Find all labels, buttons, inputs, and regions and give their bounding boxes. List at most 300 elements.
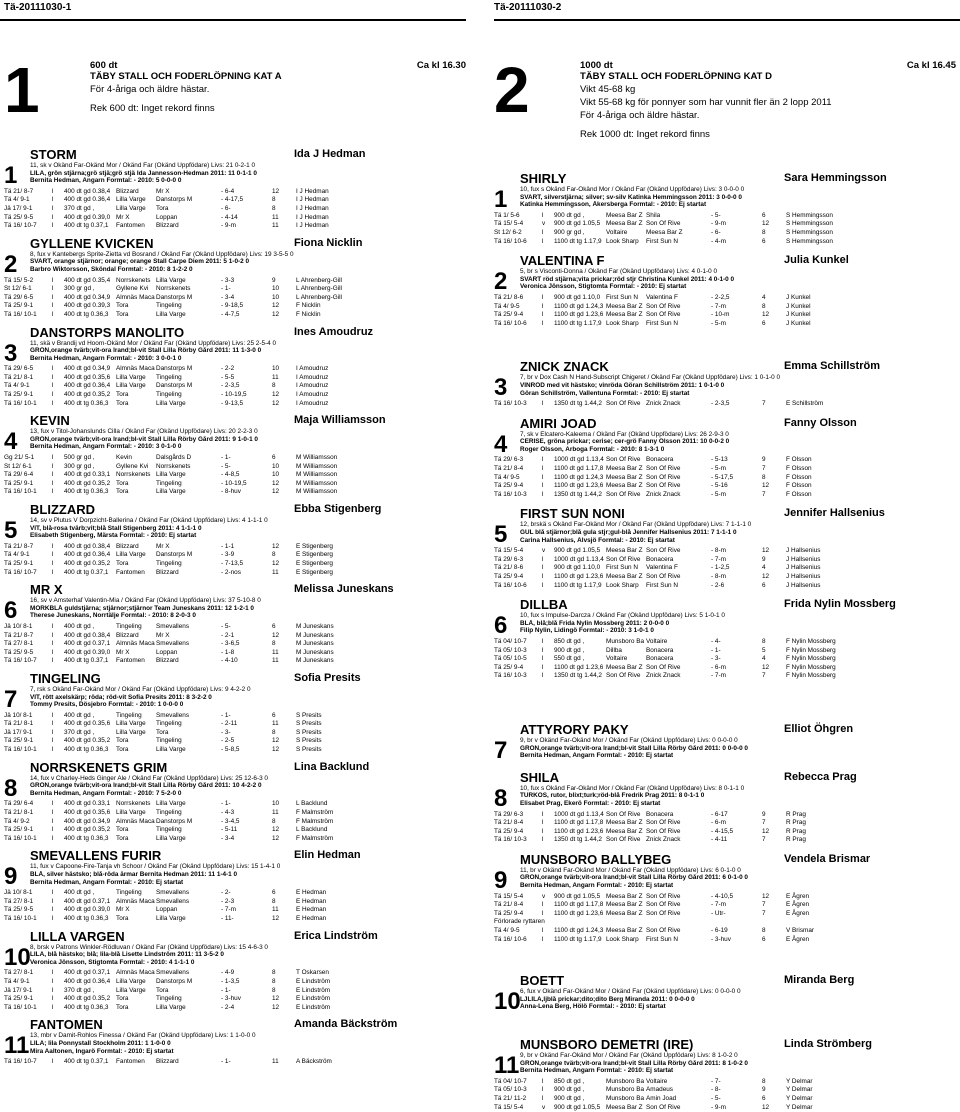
start-cell: Tä 25/ 9-1 xyxy=(4,995,34,1003)
start-cell: Tä 16/ 10-1 xyxy=(4,1003,37,1011)
horse-info-line: GRÖN,orange tvärb;vit-ora lrand;bl-vit Stall Lilla Rörby Gård 2011: 8 1-0-2 0 xyxy=(520,1059,748,1067)
start-cell: l xyxy=(52,640,54,648)
start-cell: 400 dt gd 0.36,4 xyxy=(64,977,111,985)
start-cell: Tä 05/ 10-3 xyxy=(494,1086,527,1094)
start-cell: 550 dt gd , xyxy=(554,655,585,663)
horse-info-line: Therese Juneskans, Norrtälje Formtal: - 2010: 8 2-0-3 0 xyxy=(30,612,196,620)
horse-entry xyxy=(4,237,466,320)
start-cell: l xyxy=(52,711,54,719)
horse-entry xyxy=(4,503,466,577)
driver-name: Vendela Brismar xyxy=(784,852,871,865)
start-cell: - 2-2 xyxy=(221,365,235,373)
start-cell: 9 xyxy=(762,810,766,818)
start-cell: l xyxy=(52,817,54,825)
start-cell: l xyxy=(52,914,54,922)
horse-info-line: 7, br v Dox Cash N Hand-Subscript Chigeret / Okänd Far (Okänd Uppfödare) Livs: 1 0-1-0 0 xyxy=(520,374,781,382)
start-cell: 1100 dt gd 1.17,8 xyxy=(554,901,604,909)
start-cell: l xyxy=(52,454,54,462)
start-cell: 11 xyxy=(272,809,279,817)
start-cell: 12 xyxy=(272,559,280,567)
start-cell: 400 dt tg 0.36,3 xyxy=(64,399,109,407)
start-cell: Tä 4/ 9-1 xyxy=(4,382,30,390)
start-cell: 12 xyxy=(272,995,280,1003)
race-time: Ca kl 16.30 xyxy=(416,60,466,71)
start-cell: Smevallens xyxy=(156,711,190,719)
start-cell: 8 xyxy=(272,196,276,204)
start-cell: Tä 25/ 9-1 xyxy=(4,391,34,399)
start-cell: Tä 25/ 9-5 xyxy=(4,213,34,221)
start-cell: l xyxy=(542,1077,544,1085)
start-cell: 9 xyxy=(762,456,766,464)
start-cell: M Juneskans xyxy=(296,622,334,630)
horse-number: 7 xyxy=(4,685,18,713)
start-cell: Tä 21/ 8-4 xyxy=(494,819,524,827)
horse-info-line: VINRÖD med vit hästsko; vinröda Göran Schillström 2011: 1 0-1-0 0 xyxy=(520,381,725,389)
start-cell: 900 dt gd 1.05,5 xyxy=(554,892,601,900)
start-cell: Blizzard xyxy=(116,187,139,195)
start-cell: 1100 dt gd 1.23,6 xyxy=(554,909,604,917)
start-cell: Danstorps M xyxy=(156,365,193,373)
start-cell: - 2-11 xyxy=(221,720,238,728)
race-header xyxy=(494,56,956,172)
start-cell: 12 xyxy=(272,826,280,834)
race-name: TÄBY STALL OCH FODERLÖPNING KAT D xyxy=(580,71,772,82)
start-cell: 400 dt gd 0.39,0 xyxy=(64,213,111,221)
start-cell: 4 xyxy=(762,564,766,572)
start-row xyxy=(4,302,466,311)
start-row xyxy=(494,320,956,329)
start-cell: Smevallens xyxy=(156,897,190,905)
start-row xyxy=(4,632,466,641)
start-cell: Tora xyxy=(156,728,169,736)
start-cell: l xyxy=(52,969,54,977)
start-cell: 12 xyxy=(272,391,280,399)
start-cell: Son Of Rive xyxy=(606,810,641,818)
start-row xyxy=(4,222,466,231)
start-cell: Lilla Varge xyxy=(116,977,146,985)
start-cell: Meesa Bar Z xyxy=(606,663,643,671)
start-row xyxy=(4,400,466,409)
horse-info-line: Tommy Presits, Dösjebro Formtal: - 2010: 1 0-0-0 0 xyxy=(30,701,184,709)
start-row xyxy=(4,712,466,721)
start-cell: 12 xyxy=(762,311,770,319)
start-cell: Blizzard xyxy=(156,222,179,230)
start-cell: l xyxy=(542,490,544,498)
start-cell: - 1- xyxy=(221,285,231,293)
start-cell: E Stigenberg xyxy=(296,551,333,559)
horse-entry xyxy=(4,672,466,755)
start-cell: 8 xyxy=(272,382,276,390)
race-condition: Vikt 55-68 kg för ponnyer som har vunnit fler än 2 lopp 2011 xyxy=(580,97,832,108)
start-cell: - 1-2,5 xyxy=(711,564,730,572)
start-cell: Tora xyxy=(116,737,129,745)
start-cell: l xyxy=(52,187,54,195)
start-cell: I J Hedman xyxy=(296,187,329,195)
horse-info-line: 8, fux v Kantebergs Sprite-Zietta vd Bosrand / Okänd Far (Okänd Uppfödare) Livs: 19 3-5-5 0 xyxy=(30,250,294,258)
start-row xyxy=(4,382,466,391)
horse-info-line: SVART, silverstjärna; silver; sv-silv Katinka Hemmingsson 2011: 3 0-0-0 0 xyxy=(520,193,742,201)
start-cell: F Olsson xyxy=(786,465,812,473)
start-cell: Tä 21/ 8-7 xyxy=(4,542,34,550)
start-cell: Y Delmar xyxy=(786,1077,813,1085)
start-cell: Tä 25/ 9-1 xyxy=(4,559,34,567)
start-cell: Tingeling xyxy=(156,391,182,399)
start-cell: Jä 17/ 9-1 xyxy=(4,204,33,212)
start-cell: 900 dt gd 1.10,0 xyxy=(554,293,601,301)
start-cell: 7 xyxy=(762,836,766,844)
horse-info-line: 9, br v Okänd Far-Okänd Mor / Okänd Far (Okänd Uppfödare) Livs: 0 0-0-0 0 xyxy=(520,736,738,744)
start-cell: Son Of Rive xyxy=(646,573,681,580)
start-cell: F Nylin Mossberg xyxy=(786,672,836,680)
horse-name: SHIRLY xyxy=(520,171,567,186)
start-cell: 1000 dt gd 1.13,4 xyxy=(554,555,604,563)
start-cell: I Amoudruz xyxy=(296,365,329,373)
start-row xyxy=(4,365,466,374)
start-cell: 8 xyxy=(272,817,276,825)
horse-number: 5 xyxy=(4,517,18,544)
start-cell: 11 xyxy=(272,568,279,576)
start-row xyxy=(4,809,466,818)
start-cell: Lilla Varge xyxy=(156,471,186,479)
start-cell: 400 dt gd 0.35,2 xyxy=(64,559,111,567)
start-cell: - 4-14 xyxy=(221,213,238,221)
start-cell: - 6-m xyxy=(711,663,726,671)
start-cell: Look Sharp xyxy=(606,581,639,589)
start-cell: Tora xyxy=(116,746,129,754)
start-cell: 8 xyxy=(762,1077,766,1085)
start-cell: - 7- xyxy=(711,1077,721,1085)
horse-info-line: 10, fux s Okänd Far-Okänd Mor / Okänd Far (Okänd Uppfödare) Livs: 3 0-0-0 0 xyxy=(520,186,745,193)
start-cell: S Presits xyxy=(296,728,322,736)
start-cell: l xyxy=(52,302,54,310)
start-cell: 900 gr gd , xyxy=(554,228,585,236)
start-cell: Tä 16/ 10-3 xyxy=(494,672,527,680)
start-cell: 300 gr gd , xyxy=(64,285,95,293)
start-cell: 400 dt gd 0.35,4 xyxy=(64,276,111,284)
start-cell: Meesa Bar Z xyxy=(606,927,643,935)
start-cell: Danstorps M xyxy=(156,551,193,559)
start-cell: Tä 16/ 10-6 xyxy=(494,237,527,245)
start-cell: l xyxy=(542,465,544,473)
start-cell: 12 xyxy=(272,310,280,318)
start-cell: Son Of Rive xyxy=(646,1103,681,1111)
start-cell: 8 xyxy=(272,728,276,736)
start-cell: Look Sharp xyxy=(606,935,639,943)
driver-name: Frida Nylin Mossberg xyxy=(784,598,896,611)
start-cell: Norrskenets xyxy=(156,285,191,293)
start-cell: 400 dt gd 0.37,1 xyxy=(64,640,111,648)
start-cell: Meesa Bar Z xyxy=(606,909,643,917)
start-cell: Look Sharp xyxy=(606,237,639,245)
start-cell: 900 dt gd 1.05,5 xyxy=(554,220,601,228)
start-cell: V Brismar xyxy=(786,927,815,935)
start-cell: 12 xyxy=(272,302,280,310)
start-cell: - 7-13,5 xyxy=(221,559,244,567)
start-cell: T Oskarsen xyxy=(296,969,329,977)
start-cell: 8 xyxy=(272,897,276,905)
start-cell: - 3-6,5 xyxy=(221,640,240,648)
horse-number: 2 xyxy=(4,250,18,278)
start-cell: 11 xyxy=(272,1058,279,1066)
start-cell: 400 dt tg 0.36,3 xyxy=(64,914,109,922)
start-row xyxy=(4,543,466,552)
start-cell: Tä 16/ 10-7 xyxy=(4,657,37,665)
start-cell: 7 xyxy=(762,490,766,498)
start-cell: 8 xyxy=(762,228,766,236)
start-row xyxy=(4,463,466,472)
start-row xyxy=(494,672,956,681)
horse-info-line: Roger Olsson, Arboga Formtal: - 2010: 8 1-3-1 0 xyxy=(520,445,665,453)
horse-info-line: Carina Hallsenius, Älvsjö Formtal: - 2010: Ej startat xyxy=(520,536,675,544)
start-cell: Tä 4/ 9-5 xyxy=(494,927,520,935)
start-cell: l xyxy=(52,995,54,1003)
horse-entry xyxy=(4,414,466,497)
start-cell: Tora xyxy=(116,834,129,842)
horse-number: 10 xyxy=(494,988,521,1016)
start-cell: 6 xyxy=(762,581,766,589)
start-cell: Tä 25/ 9-5 xyxy=(4,648,34,656)
start-cell: - 8-m xyxy=(711,547,726,555)
start-cell: - 5- xyxy=(221,462,231,470)
start-cell: - 8- xyxy=(711,1086,721,1094)
horse-info-line: GUL blå stjärnor;blå gula stjr;gul-blå Jennifer Hallsenius 2011: 7 1-1-1 0 xyxy=(520,529,737,537)
start-row xyxy=(494,936,956,945)
start-cell: 900 dt gd 1.05,5 xyxy=(554,547,601,555)
driver-name: Rebecca Prag xyxy=(784,770,857,783)
horse-entry xyxy=(494,723,956,763)
start-cell: L Backlund xyxy=(296,800,328,808)
horse-entry xyxy=(494,507,956,590)
start-cell: - 3- xyxy=(221,728,231,736)
start-cell: Tingeling xyxy=(116,889,142,897)
start-cell: Norrskenets xyxy=(116,276,151,284)
start-cell: Tä 16/ 10-3 xyxy=(494,836,527,844)
start-cell: - 2- xyxy=(221,889,231,897)
start-cell: 12 xyxy=(762,547,770,555)
horse-info-line: Bernita Hedman, Angarn Formtal: - 2010: Ej startat xyxy=(520,882,674,890)
start-cell: 8 xyxy=(272,640,276,648)
driver-name: Elin Hedman xyxy=(294,849,361,862)
start-cell: Valentina F xyxy=(646,293,678,301)
horse-name: ATTYRORY PAKY xyxy=(520,721,629,737)
horse-info-line: Katinka Hemmingsson, Åkersberga Formtal: - 2010: Ej startat xyxy=(520,201,707,209)
start-cell: Lilla Varge xyxy=(156,914,186,922)
start-cell: Tä 16/ 10-1 xyxy=(4,310,37,318)
start-cell: Tä 15/ 5-4 xyxy=(494,892,524,900)
start-cell: v xyxy=(542,547,546,555)
start-cell: l xyxy=(52,399,54,407)
start-cell: - 4-7,5 xyxy=(221,310,240,318)
start-cell: F Nicklin xyxy=(296,310,321,318)
start-cell: E Stigenberg xyxy=(296,559,333,567)
start-cell: - 3- xyxy=(711,655,721,663)
start-cell: - 1- xyxy=(221,711,231,719)
start-cell: Bonacera xyxy=(646,655,674,663)
start-cell: 7 xyxy=(762,819,766,827)
start-cell: - 1- xyxy=(221,1058,231,1066)
start-cell: Tä 4/ 9-1 xyxy=(4,196,30,204)
start-cell: First Sun N xyxy=(646,319,678,327)
start-cell: l xyxy=(542,555,544,563)
start-cell: F Nylin Mossberg xyxy=(786,646,836,654)
start-cell: Norrskenets xyxy=(116,800,151,808)
start-cell: l xyxy=(52,391,54,399)
start-row xyxy=(4,188,466,197)
start-cell: F Malmström xyxy=(296,809,334,817)
start-cell: - 10-19,5 xyxy=(221,391,247,399)
start-cell: l xyxy=(52,373,54,381)
start-cell: l xyxy=(542,655,544,663)
start-cell: Meesa Bar Z xyxy=(606,211,643,219)
horse-info-line: 14, fux v Charley-Heds Ginger Ale / Okänd Far (Okänd Uppfödare) Livs: 25 12-6-3 0 xyxy=(30,774,268,782)
start-cell: 1100 dt gd 1.17,8 xyxy=(554,465,604,473)
start-cell: 12 xyxy=(762,827,770,835)
start-cell: 10 xyxy=(272,471,280,479)
start-cell: Tora xyxy=(116,488,129,496)
start-cell: l xyxy=(52,365,54,373)
start-cell: - 1-3,5 xyxy=(221,977,240,985)
start-row xyxy=(494,927,956,936)
header-bar-left xyxy=(0,19,466,21)
driver-name: Elliot Öhgren xyxy=(784,722,854,735)
start-cell: - 3-huv xyxy=(711,935,731,943)
start-cell: 8 xyxy=(272,551,276,559)
start-cell: 12 xyxy=(272,914,280,922)
start-cell: l xyxy=(52,551,54,559)
start-cell: - 1- xyxy=(221,986,231,994)
start-cell: 1100 dt tg 1.17,9 xyxy=(554,319,602,327)
start-cell: Tä 16/ 10-7 xyxy=(4,1058,37,1066)
start-cell: - 10-19,5 xyxy=(221,479,247,487)
horse-info-line: LILA, grön stjärna;grö stjä;grö stjä Ida Jannesson-Hedman 2011: 11 0-1-1 0 xyxy=(30,169,257,177)
start-cell: Munsboro Ba xyxy=(606,1077,645,1085)
horse-info-line: Elisabet Prag, Ekerö Formtal: - 2010: Ej startat xyxy=(520,799,661,807)
start-cell: I Amoudruz xyxy=(296,399,329,407)
start-cell: Shila xyxy=(646,211,661,219)
horse-entry xyxy=(4,1018,466,1066)
start-cell: Znick Znack xyxy=(646,490,681,498)
start-cell: E Ågren xyxy=(786,935,810,943)
horse-info-line: 11, fux v Capoone-Fire-Tanja vh Schoor / Okänd Far (Okänd Uppfödare) Livs: 15 1-4-1 0 xyxy=(30,863,281,871)
start-cell: Tä 21/ 8-6 xyxy=(494,293,524,301)
start-cell: 1100 dt gd 1.23,6 xyxy=(554,827,604,835)
race-condition: För 4-åriga och äldre hästar. xyxy=(90,84,210,95)
start-cell: l xyxy=(52,631,54,639)
start-cell: St 12/ 6-1 xyxy=(4,462,32,470)
horse-number: 9 xyxy=(4,863,18,891)
start-cell: l xyxy=(52,648,54,656)
start-cell: 12 xyxy=(762,663,770,671)
start-cell: 10 xyxy=(272,800,280,808)
start-cell: Tä 15/ 5-4 xyxy=(494,220,524,228)
start-cell: 8 xyxy=(272,977,276,985)
start-cell: Tä 15/ 5-2 xyxy=(4,276,34,284)
start-cell: 1350 dt tg 1.44,2 xyxy=(554,400,602,408)
horse-info-line: 11, skä v Brandij vd Hoorn-Okänd Mor / Okänd Far (Okänd Uppfödare) Livs: 25 2-5-4 0 xyxy=(30,339,277,347)
horse-info-line: VIT, blå-rosa tvärb;vit;blå Stall Stigenberg 2011: 4 1-1-1 0 xyxy=(30,524,202,532)
horse-number: 4 xyxy=(494,430,508,458)
start-cell: Tä 27/ 8-1 xyxy=(4,640,34,648)
start-row xyxy=(494,311,956,320)
start-cell: - 1- xyxy=(221,454,231,462)
horse-info-line: 11, sk v Okänd Far-Okänd Mor / Okänd Far (Okänd Uppfödare) Livs: 21 0-2-1 0 xyxy=(30,162,256,169)
start-cell: S Presits xyxy=(296,746,322,754)
start-cell: 11 xyxy=(272,213,279,221)
start-cell: 1100 dt gd 1.23,6 xyxy=(554,311,604,319)
start-cell: Lilla Varge xyxy=(116,204,146,212)
horse-name: MUNSBORO BALLYBEG xyxy=(520,851,672,867)
start-cell: Tä 21/ 8-6 xyxy=(494,564,524,572)
start-cell: Meesa Bar Z xyxy=(606,482,643,490)
page-title-left: Tä-20111030-1 xyxy=(4,2,72,13)
start-cell: 370 dt gd , xyxy=(64,728,95,736)
start-cell: 8 xyxy=(762,302,766,310)
start-cell: Meesa Bar Z xyxy=(646,228,683,236)
start-cell: Fantomen xyxy=(116,657,145,665)
start-cell: - 3-4,5 xyxy=(221,817,240,825)
start-cell: l xyxy=(542,1094,544,1102)
start-cell: J Hallsenius xyxy=(786,581,821,589)
start-cell: 8 xyxy=(762,637,766,645)
start-cell: Tä 16/ 10-1 xyxy=(4,488,37,496)
horse-name: TINGELING xyxy=(30,670,101,686)
start-cell: Lilla Varge xyxy=(156,834,186,842)
start-cell: E Schillström xyxy=(786,400,824,408)
start-cell: - 5- xyxy=(711,211,721,219)
horse-number: 3 xyxy=(4,339,18,367)
start-cell: Tingeling xyxy=(156,720,182,728)
start-cell: l xyxy=(52,1003,54,1011)
start-cell: First Sun N xyxy=(646,581,678,589)
start-cell: 12 xyxy=(762,892,770,900)
start-cell: 4 xyxy=(762,293,766,301)
start-cell: Tä 25/ 9-5 xyxy=(4,906,34,914)
start-cell: Son Of Rive xyxy=(646,827,681,835)
start-cell: 7 xyxy=(762,901,766,909)
driver-name: Emma Schillström xyxy=(784,360,880,373)
start-cell: E Lindström xyxy=(296,995,331,1003)
start-row xyxy=(494,638,956,647)
start-cell: Lilla Varge xyxy=(156,276,186,284)
horse-info-line: Mira Aaltonen, Ingarö Formtal: - 2010: Ej startat xyxy=(30,1047,174,1055)
start-cell: Tä 04/ 10-7 xyxy=(494,637,527,645)
horse-info-line: Elisabeth Stigenberg, Märsta Formtal: - 2010: Ej startat xyxy=(30,532,197,540)
start-cell: Tingeling xyxy=(156,809,182,817)
start-cell: - 8-huv xyxy=(221,488,241,496)
start-cell: Tingeling xyxy=(156,302,182,310)
start-cell: Tä 25/ 9-4 xyxy=(494,573,524,580)
start-cell: 400 dt tg 0.37,1 xyxy=(64,1058,109,1066)
start-cell: Bonacera xyxy=(646,555,674,563)
horse-info-line: SVART röd stjärna;vita prickar;röd stjr Christina Kunkel 2011: 4 0-1-0 0 xyxy=(520,275,735,283)
start-row xyxy=(494,564,956,573)
start-cell: - 2-4 xyxy=(221,1003,235,1011)
start-cell: Tä 16/ 10-7 xyxy=(4,222,37,230)
driver-name: Julia Kunkel xyxy=(784,254,849,267)
horse-name: DANSTORPS MANOLITO xyxy=(30,324,185,340)
start-cell: 12 xyxy=(762,220,770,228)
start-cell: Son Of Rive xyxy=(606,456,641,464)
horse-info-line: GRÖN,orange tvärb;vit-ora lrand;bl-vit Stall Lilla Rörby Gård 2011: 10 4-2-2 0 xyxy=(30,782,262,790)
start-row xyxy=(4,818,466,827)
start-cell: l xyxy=(542,646,544,654)
start-cell: 400 dt gd 0.34,9 xyxy=(64,293,111,301)
start-cell: l xyxy=(52,568,54,576)
start-cell: Almnäs Maca xyxy=(116,969,155,977)
start-cell: Voltaire xyxy=(606,228,628,236)
horse-info-line: Veronica Jönsson, Stigtomta Formtal: - 2010: 4 1-1-1 0 xyxy=(30,958,195,966)
start-cell: Son Of Rive xyxy=(606,836,641,844)
